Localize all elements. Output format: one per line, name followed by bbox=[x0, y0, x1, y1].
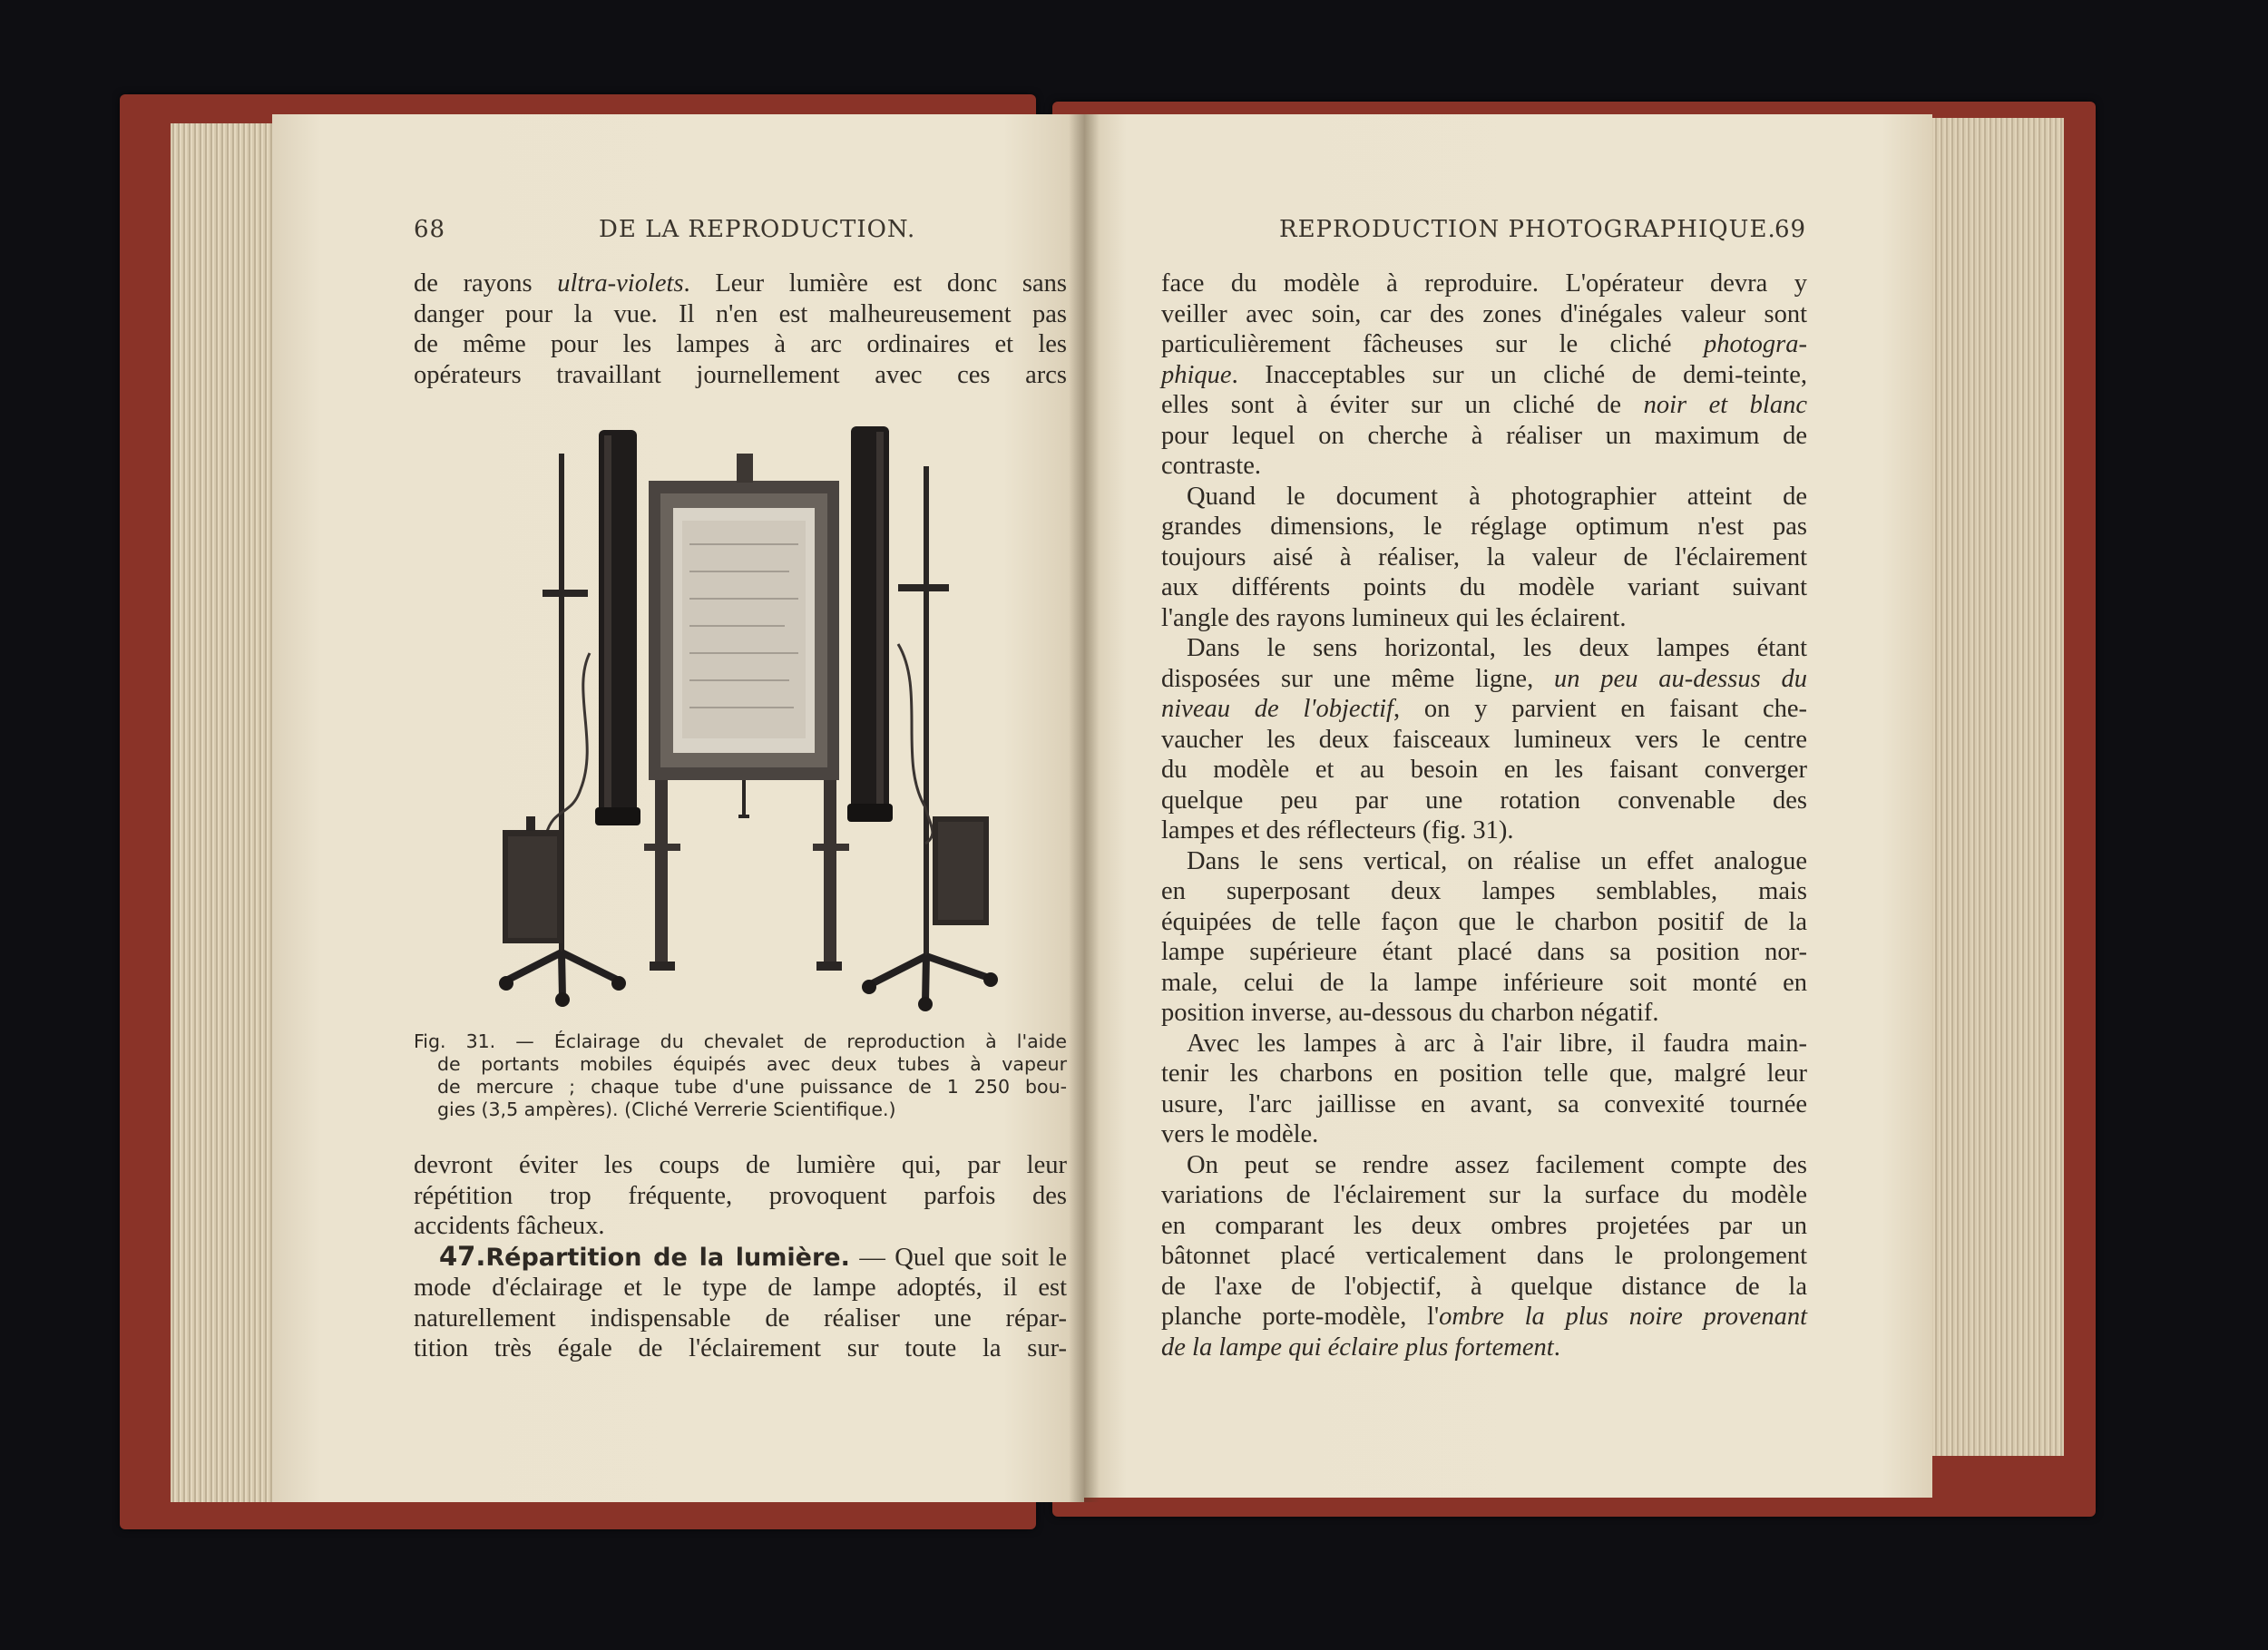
page-edges-left bbox=[171, 123, 279, 1502]
text-line: en comparant les deux ombres projetées par un bbox=[1161, 1211, 1807, 1240]
text-line: Dans le sens vertical, on réalise un effet analogue bbox=[1187, 846, 1807, 875]
text-line: face du modèle à reproduire. L'opérateur devra y bbox=[1161, 269, 1807, 298]
text-line: bâtonnet placé verticalement dans le prolongement bbox=[1161, 1242, 1807, 1270]
text-line: lampe supérieure étant placé dans sa position nor- bbox=[1161, 938, 1807, 966]
text-line: pour lequel on cherche à réaliser un maximum de bbox=[1161, 421, 1807, 450]
text-line: lampes et des réflecteurs (fig. 31). bbox=[1161, 816, 1514, 845]
text-line: male, celui de la lampe inférieure soit monté en bbox=[1161, 968, 1807, 997]
page-edges-right bbox=[1928, 118, 2064, 1456]
left-page-number: 68 bbox=[414, 216, 446, 243]
text-line: niveau de l'objectif, on y parvient en faisant che- bbox=[1161, 695, 1807, 723]
caption-line: de portants mobiles équipés avec deux tubes à vapeur bbox=[437, 1053, 1067, 1075]
text-line: Dans le sens horizontal, les deux lampes étant bbox=[1187, 634, 1807, 662]
text-line: planche porte-modèle, l'ombre la plus noire provenant bbox=[1161, 1303, 1807, 1331]
text-line: tenir les charbons en position telle que, malgré leur bbox=[1161, 1059, 1807, 1088]
text-line: tition très égale de l'éclairement sur toute la sur- bbox=[414, 1334, 1067, 1362]
caption-line: de mercure ; chaque tube d'une puissance de 1 250 bou- bbox=[437, 1076, 1067, 1098]
text-line: mode d'éclairage et le type de lampe adoptés, il est bbox=[414, 1274, 1067, 1302]
text-line: accidents fâcheux. bbox=[414, 1212, 605, 1240]
text-line: grandes dimensions, le réglage optimum n'est pas bbox=[1161, 513, 1807, 541]
text-line: On peut se rendre assez facilement compte des bbox=[1187, 1150, 1807, 1179]
text-line: usure, l'arc jaillisse en avant, sa convexité tournée bbox=[1161, 1089, 1807, 1118]
section-heading-line: 47.Répartition de la lumière. — Quel que soit le bbox=[439, 1240, 1068, 1272]
text-line: disposées sur une même ligne, un peu au-dessus du bbox=[1161, 664, 1807, 693]
text-line: naturellement indispensable de réaliser une répar- bbox=[414, 1303, 1067, 1333]
text-line: aux différents points du modèle variant suivant bbox=[1161, 573, 1807, 601]
text-line: vers le modèle. bbox=[1161, 1120, 1319, 1148]
left-bottom-text bbox=[414, 1150, 1067, 1364]
text-line: Avec les lampes à arc à l'air libre, il faudra main- bbox=[1187, 1029, 1807, 1058]
text-line: toujours aisé à réaliser, la valeur de l'éclairement bbox=[1161, 542, 1807, 571]
text-line: veiller avec soin, car des zones d'inégales valeur sont bbox=[1161, 299, 1807, 328]
text-line: Quand le document à photographier atteint de bbox=[1187, 482, 1807, 511]
text-line: contraste. bbox=[1161, 452, 1261, 480]
text-line: en superposant deux lampes semblables, mais bbox=[1161, 877, 1807, 905]
text-line: du modèle et au besoin en les faisant converger bbox=[1161, 756, 1807, 784]
book-gutter bbox=[1069, 114, 1100, 1502]
figure-caption bbox=[414, 1030, 1067, 1121]
text-line: opérateurs travaillant journellement avec ces arcs bbox=[414, 360, 1067, 389]
text-line: de la lampe qui éclaire plus fortement. bbox=[1161, 1333, 1560, 1362]
right-page-number: 69 bbox=[1774, 216, 1807, 243]
caption-line: gies (3,5 ampères). (Cliché Verrerie Scientifique.) bbox=[437, 1098, 896, 1120]
section-number: 47. bbox=[439, 1240, 486, 1272]
text-line: de rayons ultra-violets. Leur lumière est donc sans bbox=[414, 269, 1067, 298]
right-page-text bbox=[1161, 268, 1807, 1362]
text-line: l'angle des rayons lumineux qui les éclairent. bbox=[1161, 603, 1627, 632]
text-line: variations de l'éclairement sur la surface du modèle bbox=[1161, 1181, 1807, 1209]
right-running-head: REPRODUCTION PHOTOGRAPHIQUE. bbox=[1279, 216, 1776, 243]
text-line: répétition trop fréquente, provoquent parfois des bbox=[414, 1181, 1067, 1210]
text-line: danger pour la vue. Il n'en est malheureusement pas bbox=[414, 299, 1067, 328]
left-top-paragraph bbox=[414, 268, 1067, 390]
section-title: Répartition de la lumière. bbox=[485, 1243, 850, 1272]
text-line: vaucher les deux faisceaux lumineux vers le centre bbox=[1161, 725, 1807, 754]
text-line: devront éviter les coups de lumière qui, par leur bbox=[414, 1151, 1067, 1179]
text-line: de l'axe de l'objectif, à quelque distance de la bbox=[1161, 1272, 1807, 1301]
right-pole bbox=[924, 466, 929, 956]
text-line: elles sont à éviter sur un cliché de noir et blanc bbox=[1161, 391, 1808, 419]
text-line: particulièrement fâcheuses sur le cliché photogra- bbox=[1161, 330, 1807, 358]
left-running-head: DE LA REPRODUCTION. bbox=[599, 216, 916, 243]
text-line: position inverse, au-dessous du charbon négatif. bbox=[1161, 999, 1659, 1027]
text-line: phique. Inacceptables sur un cliché de demi-teinte, bbox=[1161, 360, 1807, 389]
text-line: équipées de telle façon que le charbon positif de la bbox=[1161, 907, 1807, 936]
text-line: de même pour les lampes à arc ordinaires et les bbox=[414, 330, 1067, 358]
text-line: quelque peu par une rotation convenable des bbox=[1161, 786, 1807, 815]
figure-31-illustration bbox=[472, 417, 1034, 1016]
caption-line: Fig. 31. — Éclairage du chevalet de reproduction à l'aide bbox=[414, 1030, 1067, 1052]
